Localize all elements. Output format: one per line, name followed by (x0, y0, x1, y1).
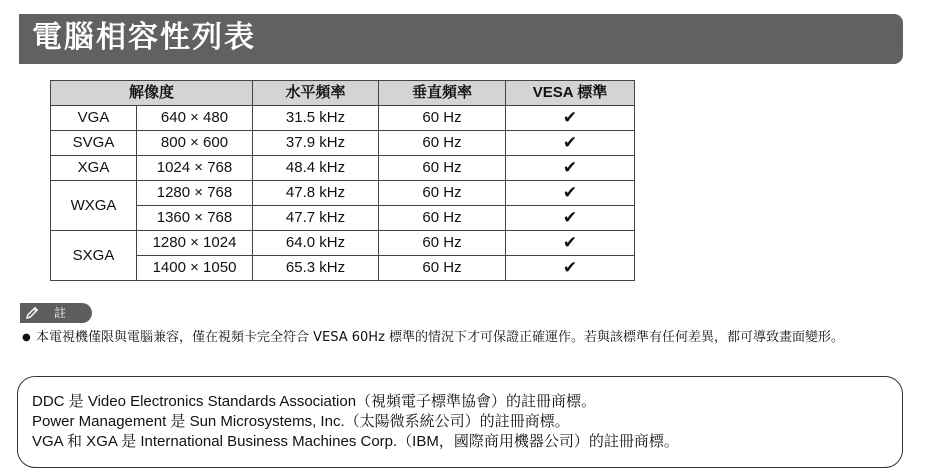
resolution-cell: 1024 × 768 (137, 156, 253, 181)
header-vesa-standard: VESA 標準 (506, 81, 635, 106)
horizontal-cell: 47.8 kHz (253, 181, 379, 206)
trademark-box (17, 376, 903, 468)
table-row (51, 181, 635, 206)
page-title: 電腦相容性列表 (32, 20, 256, 55)
mode-cell: XGA (51, 156, 137, 181)
vertical-cell: 60 Hz (379, 206, 506, 231)
table-row (51, 256, 635, 281)
mode-cell: WXGA (51, 181, 137, 231)
header-horizontal-frequency: 水平頻率 (253, 81, 379, 106)
table-row (51, 231, 635, 256)
mode-cell: SXGA (51, 231, 137, 281)
note-paragraph (22, 329, 902, 347)
bullet-icon: ● (22, 332, 31, 343)
vesa-check-icon: ✔ (506, 156, 635, 181)
vesa-check-icon: ✔ (506, 181, 635, 206)
resolution-cell: 1360 × 768 (137, 206, 253, 231)
resolution-cell: 1280 × 1024 (137, 231, 253, 256)
mode-cell: VGA (51, 106, 137, 131)
vesa-check-icon: ✔ (506, 131, 635, 156)
note-body: 本電視機僅限與電腦兼容，僅在視頻卡完全符合 VESA 60Hz 標準的情況下才可保證正確運作。若與該標準有任何差異，都可導致畫面變形。 (36, 330, 845, 345)
vesa-check-icon: ✔ (506, 231, 635, 256)
vesa-check-icon: ✔ (506, 106, 635, 131)
horizontal-cell: 64.0 kHz (253, 231, 379, 256)
vertical-cell: 60 Hz (379, 156, 506, 181)
vertical-cell: 60 Hz (379, 231, 506, 256)
title-bar (19, 14, 903, 64)
table-row (51, 131, 635, 156)
trademark-line: DDC 是 Video Electronics Standards Association（視頻電子標準協會）的註冊商標。 (32, 393, 597, 410)
header-resolution: 解像度 (51, 81, 253, 106)
vertical-cell: 60 Hz (379, 106, 506, 131)
resolution-cell: 1280 × 768 (137, 181, 253, 206)
vertical-cell: 60 Hz (379, 131, 506, 156)
vesa-check-icon: ✔ (506, 206, 635, 231)
resolution-cell: 640 × 480 (137, 106, 253, 131)
horizontal-cell: 31.5 kHz (253, 106, 379, 131)
horizontal-cell: 47.7 kHz (253, 206, 379, 231)
note-label: 註 (54, 306, 67, 320)
table-header-row (51, 81, 635, 106)
trademark-line: Power Management 是 Sun Microsystems, Inc.（太陽微系統公司）的註冊商標。 (32, 413, 570, 430)
mode-cell: SVGA (51, 131, 137, 156)
table-row (51, 206, 635, 231)
pencil-icon (24, 305, 40, 321)
resolution-cell: 800 × 600 (137, 131, 253, 156)
trademark-line: VGA 和 XGA 是 International Business Machines Corp.（IBM，國際商用機器公司）的註冊商標。 (32, 433, 679, 450)
vesa-check-icon: ✔ (506, 256, 635, 281)
compatibility-table (50, 80, 635, 281)
table-row (51, 106, 635, 131)
table-row (51, 156, 635, 181)
horizontal-cell: 48.4 kHz (253, 156, 379, 181)
horizontal-cell: 37.9 kHz (253, 131, 379, 156)
vertical-cell: 60 Hz (379, 181, 506, 206)
resolution-cell: 1400 × 1050 (137, 256, 253, 281)
vertical-cell: 60 Hz (379, 256, 506, 281)
header-vertical-frequency: 垂直頻率 (379, 81, 506, 106)
note-tag (20, 303, 92, 323)
horizontal-cell: 65.3 kHz (253, 256, 379, 281)
